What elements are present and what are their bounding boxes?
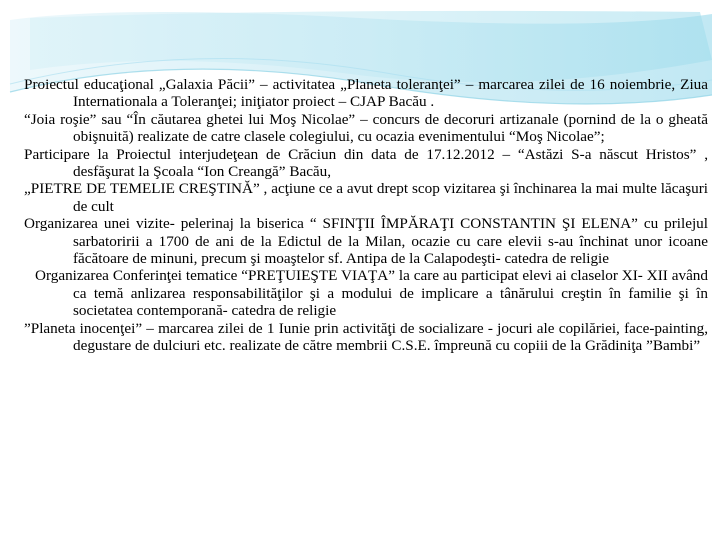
- paragraph-galaxia-pacii: Proiectul educaţional „Galaxia Păcii” – activitatea „Planeta toleranţei” – marcarea zilei de 16 noiembrie, Ziua Internationala a Toleranţei; iniţiator proiect – CJAP Bacău .: [24, 76, 708, 111]
- paragraph-pelerinaj-biserica: Organizarea unei vizite- pelerinaj la biserica “ SFINŢII ÎMPĂRAŢI CONSTANTIN ŞI ELENA” cu prilejul sarbatoririi a 1700 de ani de la Edictul de la Milan, ocazie cu care elevii s-au închinat unor icoane făcătoare de minuni, precum şi moaştelor sf. Antipa de la Calapodeşti- catedra de religie: [24, 215, 708, 268]
- paragraph-pietre-de-temelie: „PIETRE DE TEMELIE CREŞTINĂ” , acţiune ce a avut drept scop vizitarea şi închinarea la mai multe lăcaşuri de cult: [24, 180, 708, 215]
- paragraph-joia-rosie: “Joia roşie” sau “În căutarea ghetei lui Moş Nicolae” – concurs de decoruri artizanale (pornind de la o gheată obişnuită) realizate de catre clasele colegiului, cu ocazia evenimentului “Moş Nicolae”;: [24, 110, 708, 146]
- paragraph-proiect-craciun: Participare la Proiectul interjudeţean de Crăciun din data de 17.12.2012 – “Astăzi S-a născut Hristos” , desfăşurat la Şcoala “Ion Creangă” Bacău,: [24, 145, 708, 181]
- paragraph-conferinta-tematica: Organizarea Conferinţei tematice “PREŢUIEŞTE VIAŢA” la care au participat elevi ai claselor XI- XII având ca temă anlizarea responsabilităţilor şi a modului de implicare a tânărului creştin în familie şi în societatea contemporană- catedra de religie: [35, 267, 708, 320]
- paragraph-planeta-inocentei: ”Planeta inocenţei” – marcarea zilei de 1 Iunie prin activităţi de socializare - jocuri ale copilăriei, face-painting, degustare de dulciuri etc. realizate de către membrii C.S.E. împreună cu copiii de la Grădiniţa ”Bambi”: [24, 319, 708, 355]
- slide-body: [24, 76, 708, 355]
